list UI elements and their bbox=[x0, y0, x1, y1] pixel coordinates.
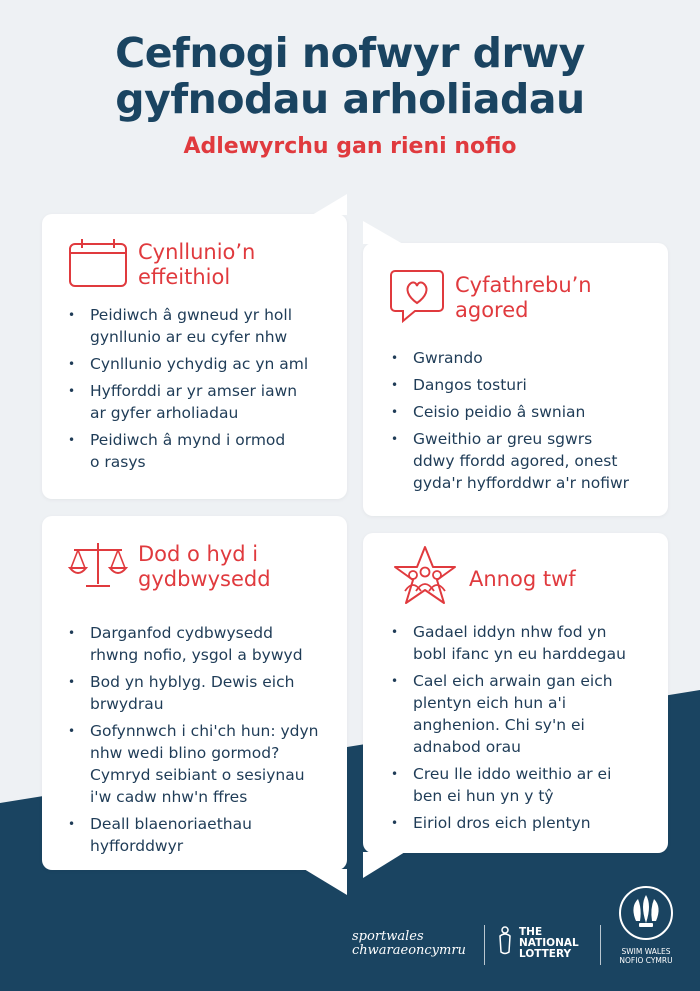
balance-scale-icon bbox=[68, 540, 128, 594]
list-item: • Hyfforddi ar yr amser iawn ar gyfer arholiadau bbox=[68, 380, 343, 424]
card-header bbox=[68, 540, 271, 594]
list-item: • Eiriol dros eich plentyn bbox=[391, 812, 666, 834]
calendar-icon bbox=[68, 238, 128, 292]
national-lottery-logo: THE NATIONAL LOTTERY bbox=[495, 926, 579, 960]
page-title bbox=[0, 30, 700, 122]
heart-speech-bubble-icon bbox=[389, 269, 445, 327]
title-line-1: Cefnogi nofwyr drwy bbox=[115, 29, 585, 77]
card-header bbox=[391, 545, 576, 613]
page-subtitle: Adlewyrchu gan rieni nofio bbox=[183, 134, 517, 159]
card-balance bbox=[42, 516, 347, 870]
card-header bbox=[68, 238, 255, 292]
bullet-list bbox=[391, 621, 666, 839]
card-planning bbox=[42, 214, 347, 499]
list-item: • Dangos tosturi bbox=[391, 374, 666, 396]
logo-divider bbox=[600, 925, 601, 965]
title-line-2: gyfnodau arholiadau bbox=[115, 75, 585, 123]
list-item: • Peidiwch â mynd i ormod o rasys bbox=[68, 429, 343, 473]
card-title-line: Annog twf bbox=[469, 566, 576, 591]
list-item: • Ceisio peidio â swnian bbox=[391, 401, 666, 423]
card-title-line: Cyfathrebu’n bbox=[455, 273, 592, 297]
crossed-fingers-icon bbox=[495, 926, 515, 960]
footer-logos bbox=[0, 880, 700, 980]
speech-tail bbox=[312, 194, 347, 215]
card-title-line: Dod o hyd i bbox=[138, 542, 259, 566]
card-title bbox=[138, 542, 271, 592]
card-title-line: effeithiol bbox=[138, 265, 231, 289]
card-growth bbox=[363, 533, 668, 853]
card-title bbox=[455, 273, 592, 323]
list-item: • Gweithio ar greu sgwrs ddwy ffordd agored, onest gyda'r hyfforddwr a'r nofiwr bbox=[391, 428, 666, 494]
list-item: • Darganfod cydbwysedd rhwng nofio, ysgol a bywyd bbox=[68, 622, 348, 666]
sport-wales-logo: sportwales chwaraeoncymru bbox=[352, 929, 466, 958]
swim-wales-logo: SWIM WALES NOFIO CYMRU bbox=[606, 885, 686, 965]
speech-tail bbox=[363, 221, 403, 244]
card-title-line: agored bbox=[455, 298, 529, 322]
list-item: • Gwrando bbox=[391, 347, 666, 369]
bullet-list bbox=[391, 347, 666, 499]
list-item: • Cael eich arwain gan eich plentyn eich hun a'i anghenion. Chi sy'n ei adnabod orau bbox=[391, 670, 666, 758]
list-item: • Gofynnwch i chi'ch hun: ydyn nhw wedi blino gormod? Cymryd seibiant o sesiynau i'w cadw nhw'n ffres bbox=[68, 720, 348, 808]
logo-divider bbox=[484, 925, 485, 965]
bullet-list bbox=[68, 304, 343, 478]
card-title-line: Cynllunio’n bbox=[138, 240, 256, 264]
card-header bbox=[389, 269, 592, 327]
list-item: • Gadael iddyn nhw fod yn bobl ifanc yn eu harddegau bbox=[391, 621, 666, 665]
card-communication bbox=[363, 243, 668, 516]
list-item: • Cynllunio ychydig ac yn aml bbox=[68, 353, 343, 375]
card-title bbox=[469, 567, 576, 592]
feathers-emblem-icon bbox=[618, 885, 674, 941]
list-item: • Peidiwch â gwneud yr holl gynllunio ar eu cyfer nhw bbox=[68, 304, 343, 348]
star-people-icon bbox=[391, 545, 459, 613]
header bbox=[0, 30, 700, 159]
speech-tail bbox=[363, 852, 405, 878]
bullet-list bbox=[68, 622, 348, 862]
card-title-line: gydbwysedd bbox=[138, 567, 271, 591]
list-item: • Bod yn hyblyg. Dewis eich brwydrau bbox=[68, 671, 348, 715]
card-title bbox=[138, 240, 255, 290]
list-item: • Creu lle iddo weithio ar ei ben ei hun yn y tŷ bbox=[391, 763, 666, 807]
list-item: • Deall blaenoriaethau hyfforddwyr bbox=[68, 813, 348, 857]
